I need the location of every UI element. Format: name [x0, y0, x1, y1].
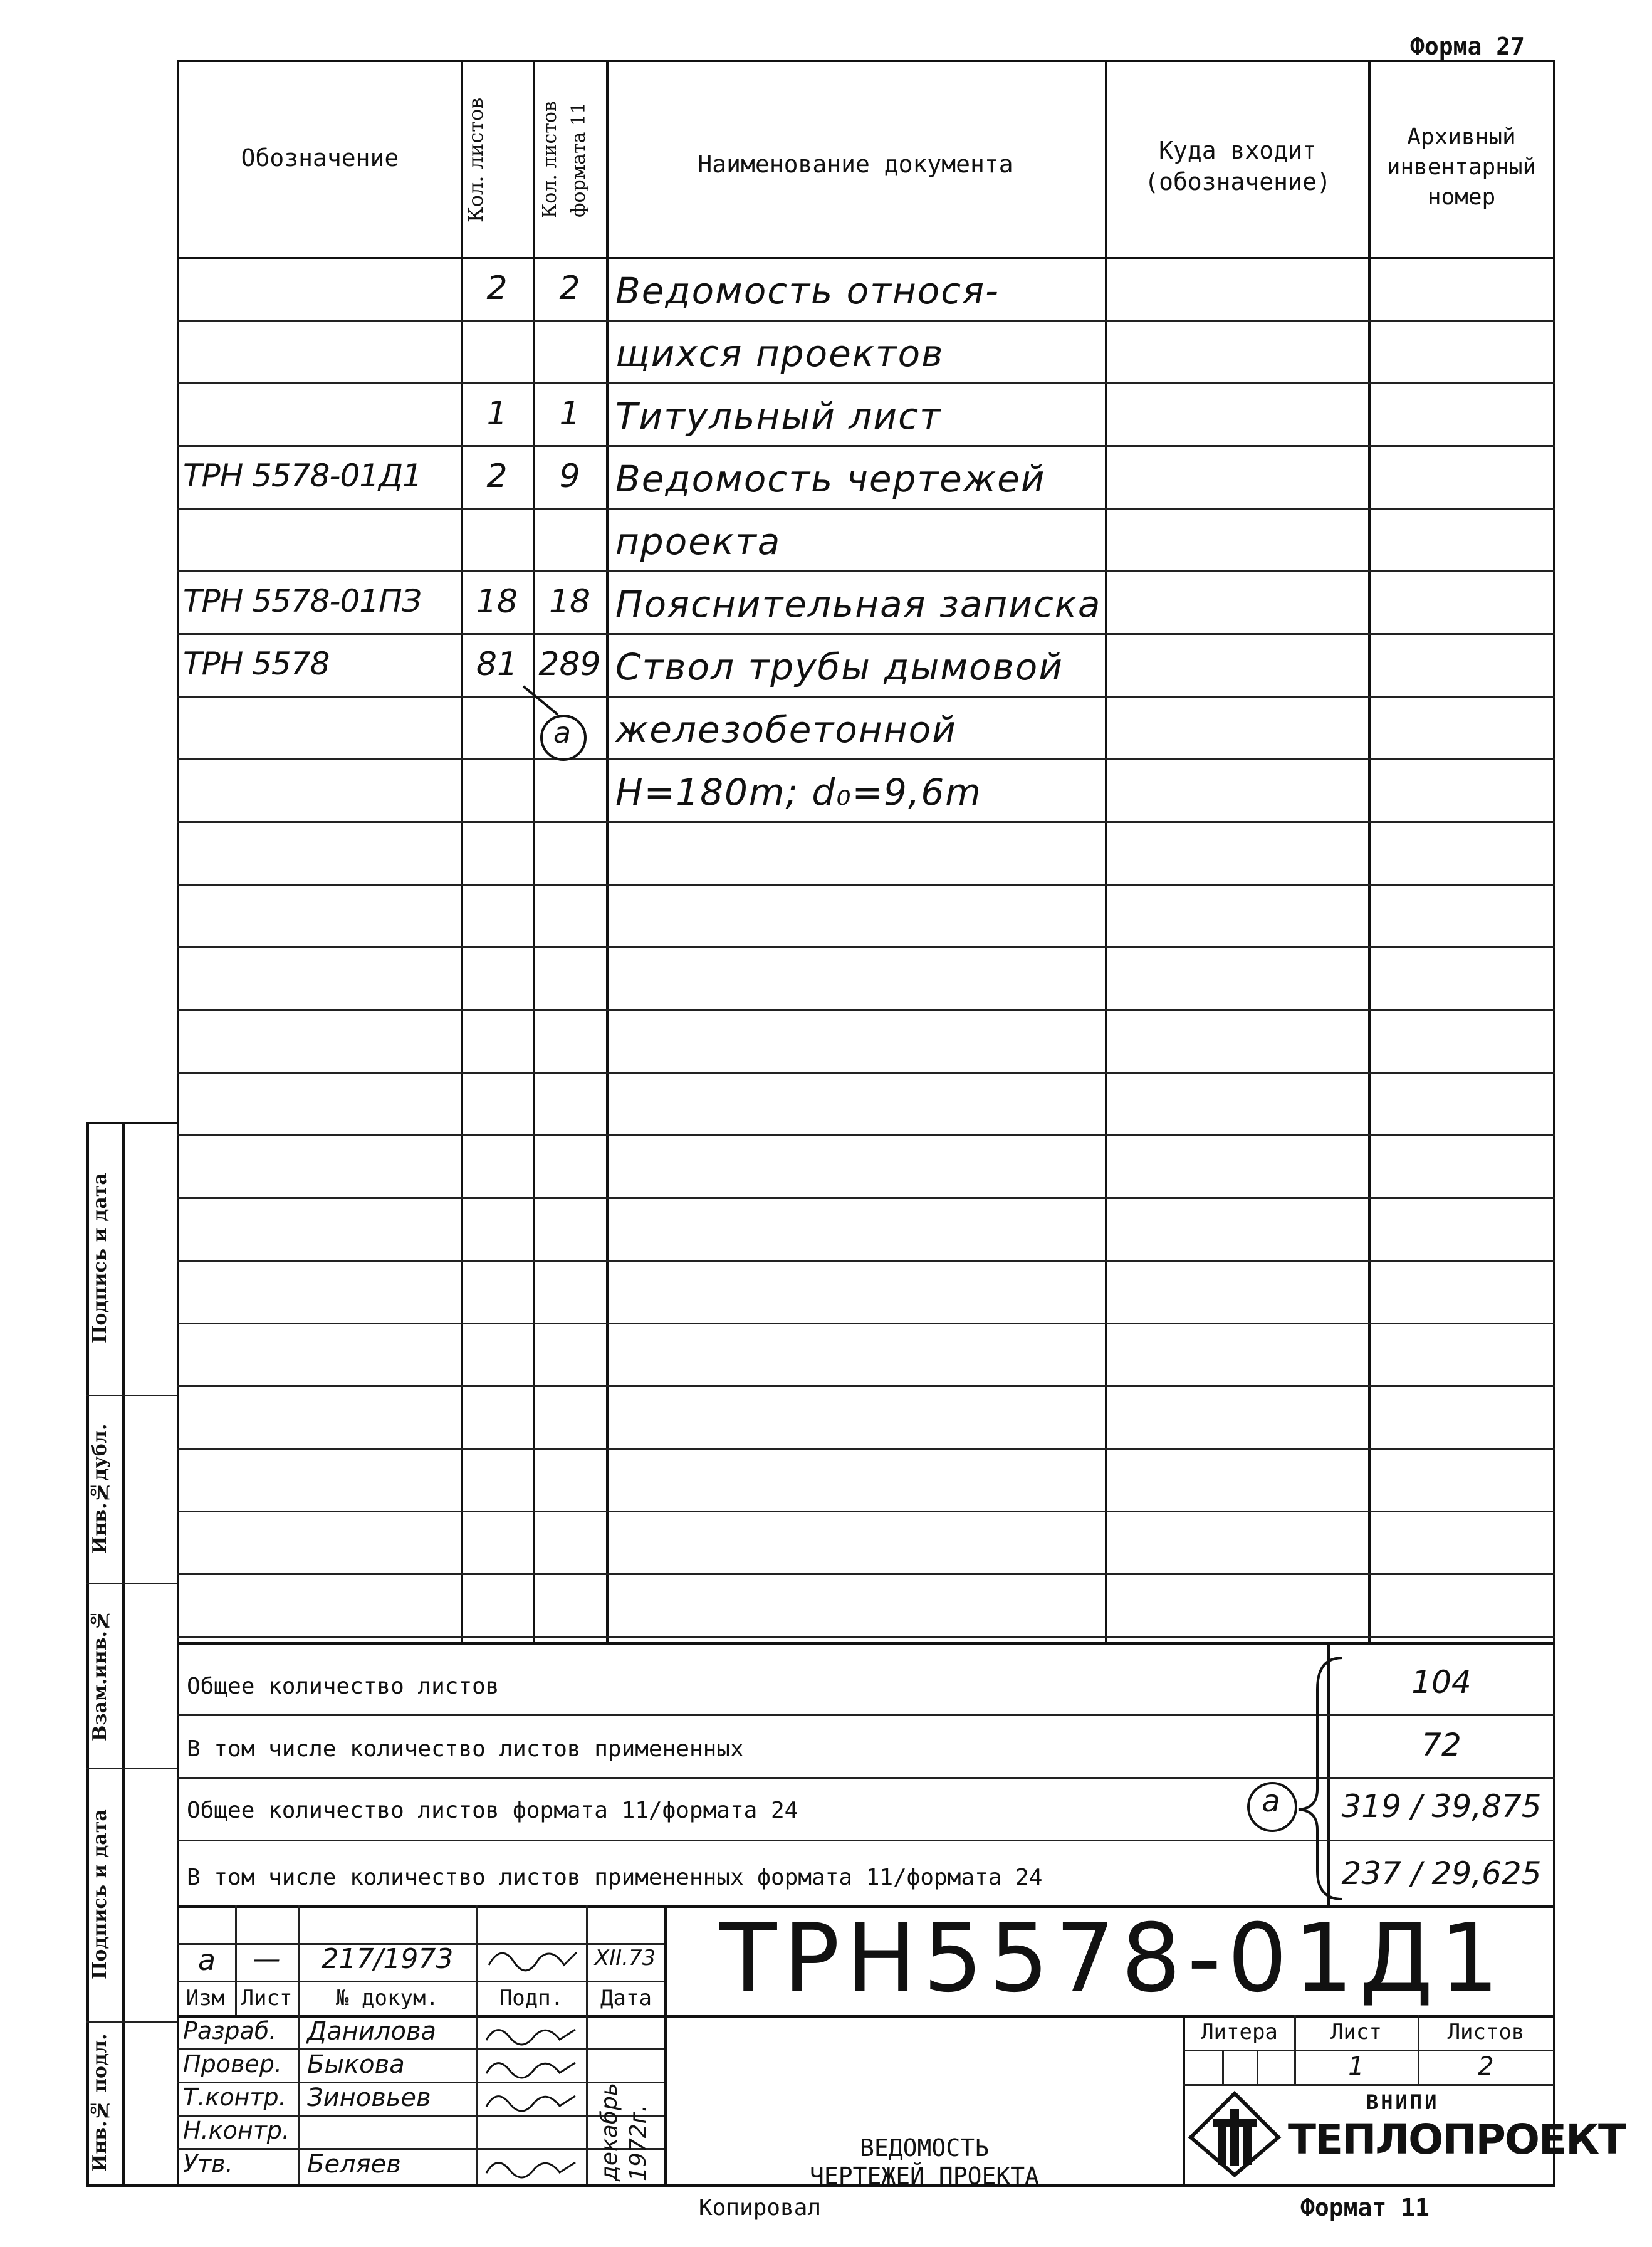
row-name: Пояснительная записка: [615, 583, 1102, 626]
totals-value: 237 / 29,625: [1341, 1855, 1542, 1892]
row-line: [177, 1385, 1555, 1387]
role-label: Провер.: [183, 2050, 282, 2078]
totals-revision-mark: а: [1262, 1784, 1280, 1819]
row-sheets-format11: 18: [548, 583, 591, 621]
totals-value: 72: [1421, 1727, 1461, 1763]
row-line: [177, 1260, 1555, 1262]
row-line: [177, 1511, 1555, 1512]
role-name: Быкова: [307, 2050, 405, 2079]
tb-sheets-label: Листов: [1447, 2019, 1525, 2045]
side-strip-bottom: [86, 2184, 177, 2187]
side-label: Взам.инв.№: [89, 1609, 111, 1741]
role-name: Зиновьев: [307, 2083, 431, 2112]
row-line: [177, 445, 1555, 447]
tb-sep-main: [664, 1905, 667, 2184]
row-name: Ствол трубы дымовой: [615, 646, 1064, 688]
row-line: [177, 1134, 1555, 1136]
col-sep-5: [1368, 60, 1371, 1642]
row-name: щихся проектов: [615, 332, 944, 375]
tb-line-code: [664, 2015, 1554, 2018]
row-name: проекта: [615, 520, 782, 563]
row-name: железобетонной: [615, 708, 957, 751]
header-doc-name: Наименование документа: [698, 150, 1013, 178]
header-archive-number: Архивный инвентарный номер: [1386, 124, 1537, 210]
totals-label: В том числе количество листов примененных формата 11/формата 24: [187, 1865, 1043, 1890]
row-designation: ТРН 5578-01ПЗ: [183, 583, 421, 619]
totals-line-2: [177, 1777, 1555, 1779]
row-line: [177, 382, 1555, 384]
tb-left-7: [177, 2148, 664, 2150]
tb-left-2: [177, 1981, 664, 1982]
side-label: Инв.№дубл.: [89, 1423, 111, 1554]
tb-col-sign: Подп.: [499, 1986, 564, 2011]
totals-label: Общее количество листов формата 11/формата 24: [187, 1798, 798, 1823]
totals-value: 104: [1411, 1664, 1472, 1700]
tb-info-1: [1183, 2050, 1554, 2051]
role-signature: [481, 2085, 585, 2116]
role-label: Разраб.: [183, 2017, 277, 2045]
side-label: Инв.№ подл.: [89, 2033, 111, 2172]
totals-line-1: [177, 1714, 1555, 1716]
tb-sign-date: декабрь 1972г.: [597, 2082, 651, 2181]
row-name: H=180m; d₀=9,6m: [615, 771, 982, 814]
tb-change-signature: [483, 1940, 583, 1977]
row-sheets: 81: [476, 646, 518, 683]
tb-doc-title-1: ВЕДОМОСТЬ: [860, 2134, 989, 2162]
tb-change-list: —: [253, 1943, 281, 1975]
row-sheets: 18: [476, 583, 518, 621]
role-label: Н.контр.: [183, 2117, 290, 2144]
frame-top: [177, 60, 1555, 62]
row-line: [177, 946, 1555, 948]
row-line: [177, 696, 1555, 698]
row-line: [177, 1636, 1555, 1638]
row-name: Ведомость чертежей: [615, 458, 1046, 500]
tb-sheets-value: 2: [1478, 2052, 1494, 2081]
tb-col-izm: Изм: [186, 1986, 225, 2011]
tb-litera-label: Литера: [1201, 2019, 1278, 2045]
side-label: Подпись и дата: [89, 1173, 111, 1344]
header-designation: Обозначение: [241, 144, 399, 172]
row-line: [177, 1573, 1555, 1575]
row-line: [177, 821, 1555, 823]
row-designation: ТРН 5578: [183, 646, 330, 682]
role-signature: [481, 2018, 585, 2050]
row-sheets-format11: 1: [559, 395, 580, 432]
totals-line-3: [177, 1840, 1555, 1841]
tb-col-doc: № докум.: [336, 1986, 439, 2011]
tb-col-date: Дата: [600, 1986, 652, 2011]
tb-doc-title-2: ЧЕРТЕЖЕЙ ПРОЕКТА: [809, 2162, 1040, 2190]
tb-sheet-label: Лист: [1330, 2019, 1382, 2045]
revision-mark: а: [553, 716, 572, 750]
role-signature: [481, 2151, 585, 2182]
role-name: Данилова: [307, 2017, 437, 2046]
header-included-in: Куда входит (обозначение): [1144, 137, 1331, 196]
tb-change-date: XII.73: [594, 1946, 656, 1971]
frame-right: [1553, 60, 1555, 2184]
header-bottom: [177, 257, 1555, 259]
footer-format: Формат 11: [1300, 2194, 1430, 2221]
row-sheets: 1: [486, 395, 508, 432]
totals-value: 319 / 39,875: [1341, 1788, 1542, 1825]
org-prefix: ВНИПИ: [1366, 2090, 1440, 2114]
role-label: Т.контр.: [183, 2083, 286, 2111]
row-sheets: 2: [486, 458, 508, 495]
role-signature: [481, 2118, 585, 2149]
row-sheets-format11: 9: [559, 458, 580, 495]
header-sheets-count: Кол. листов: [464, 97, 488, 223]
tb-change-docno: 217/1973: [321, 1943, 454, 1975]
col-sep-4: [1105, 60, 1107, 1642]
row-sheets-format11: 289: [538, 646, 601, 683]
side-label: Подпись и дата: [89, 1809, 111, 1980]
row-line: [177, 570, 1555, 572]
row-designation: ТРН 5578-01Д1: [183, 458, 422, 494]
row-line: [177, 320, 1555, 322]
totals-top: [177, 1642, 1555, 1645]
row-line: [177, 758, 1555, 760]
totals-label: В том числе количество листов примененных: [187, 1736, 744, 1762]
totals-label: Общее количество листов: [187, 1673, 499, 1699]
org-name: ТЕПЛОПРОЕКТ: [1288, 2115, 1626, 2164]
org-logo-icon: [1188, 2090, 1282, 2178]
side-strip-mid: [122, 1122, 125, 2184]
row-line: [177, 1009, 1555, 1011]
revision-arrow: [520, 683, 570, 721]
row-line: [177, 633, 1555, 635]
row-sheets: 2: [486, 270, 508, 307]
frame-left: [177, 60, 179, 2184]
role-name: Беляев: [307, 2150, 401, 2179]
col-sep-3: [606, 60, 609, 1642]
tb-change-izm: а: [197, 1943, 216, 1977]
row-line: [177, 1197, 1555, 1199]
tb-sheet-value: 1: [1348, 2052, 1364, 2081]
role-label: Утв.: [183, 2150, 233, 2177]
header-sheets-format11: Кол. листов формата 11: [539, 101, 590, 219]
row-line: [177, 1072, 1555, 1074]
row-name: Ведомость относя-: [615, 270, 1000, 312]
tb-doc-code: ТРН5578-01Д1: [719, 1904, 1506, 2013]
row-sheets-format11: 2: [559, 270, 580, 307]
tb-info-2: [1183, 2084, 1554, 2086]
row-line: [177, 508, 1555, 510]
footer-copied: Копировал: [699, 2195, 822, 2221]
tb-info-v4: [1257, 2050, 1258, 2084]
totals-brace: [1292, 1645, 1349, 1905]
tb-col-list: Лист: [241, 1986, 293, 2011]
row-line: [177, 1323, 1555, 1324]
row-name: Титульный лист: [615, 395, 942, 437]
tb-info-v3: [1222, 2050, 1224, 2084]
row-line: [177, 1448, 1555, 1450]
row-line: [177, 884, 1555, 886]
form-label: Форма 27: [1410, 33, 1525, 60]
tb-left-v3: [476, 1905, 478, 2184]
role-signature: [481, 2051, 585, 2083]
